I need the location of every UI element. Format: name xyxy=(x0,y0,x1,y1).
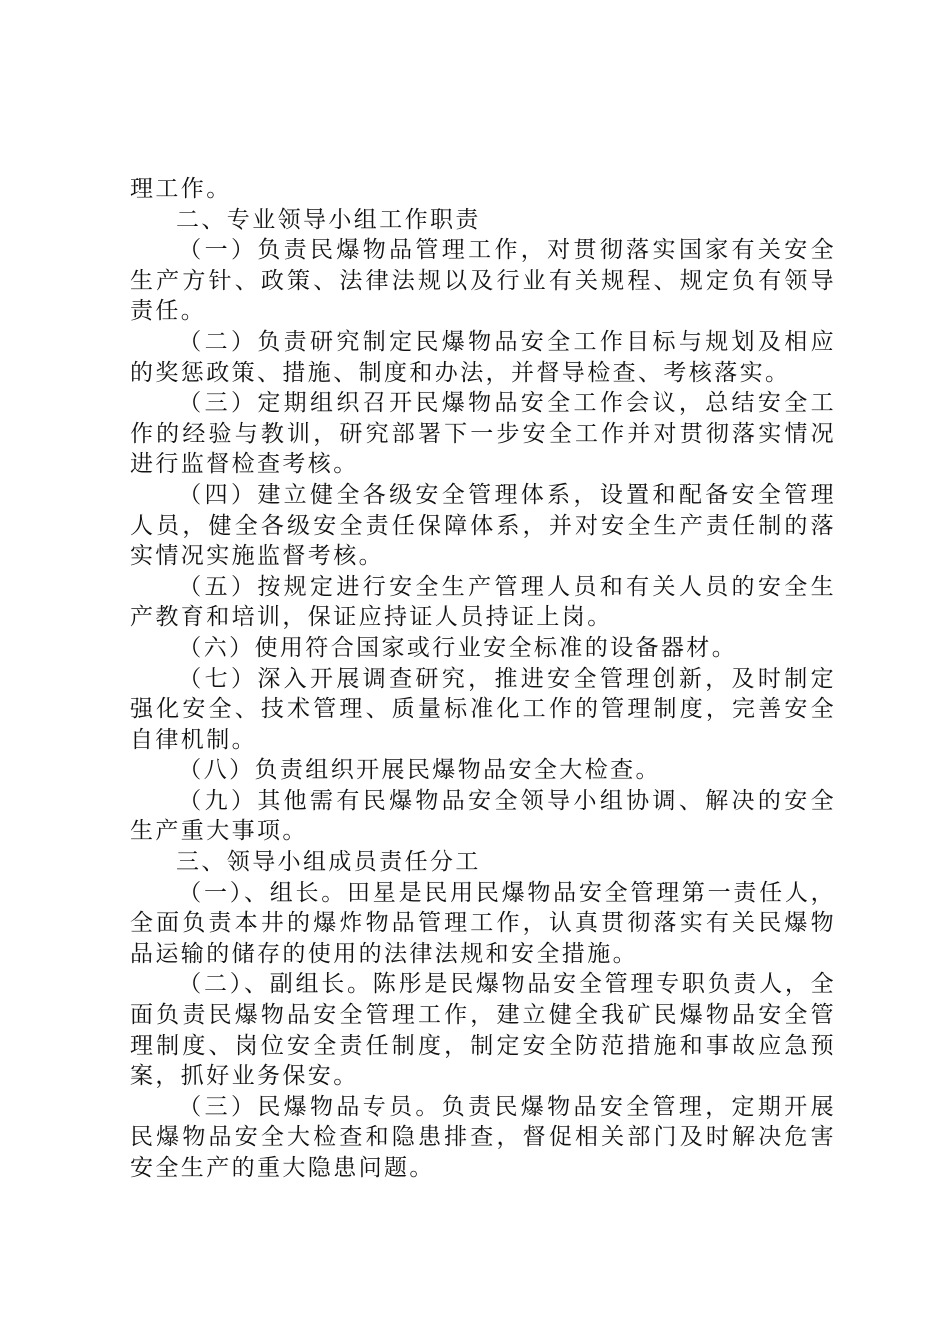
paragraph-duty-4: （四）建立健全各级安全管理体系，设置和配备安全管理人员，健全各级安全责任保障体系，并对安全生产责任制的落实情况实施监督考核。 xyxy=(130,481,836,570)
paragraph-duty-7: （七）深入开展调查研究，推进安全管理创新，及时制定强化安全、技术管理、质量标准化工作的管理制度，完善安全自律机制。 xyxy=(130,665,836,753)
paragraph-duty-6: （六）使用符合国家或行业安全标准的设备器材。 xyxy=(178,634,738,661)
paragraph-duty-8: （八）负责组织开展民爆物品安全大检查。 xyxy=(178,757,661,784)
paragraph-duty-9: （九）其他需有民爆物品安全领导小组协调、解决的安全生产重大事项。 xyxy=(130,787,836,845)
paragraph-role-deputy: （二）、副组长。陈彤是民爆物品安全管理专职负责人，全面负责民爆物品安全管理工作，建立健全我矿民爆物品安全管理制度、岗位安全责任制度，制定安全防范措施和事故应急预案，抓好业务保安。 xyxy=(130,971,836,1090)
paragraph-duty-2: （二）负责研究制定民爆物品安全工作目标与规划及相应的奖惩政策、措施、制度和办法，并督导检查、考核落实。 xyxy=(130,328,836,386)
paragraph-duty-1: （一）负责民爆物品管理工作，对贯彻落实国家有关安全生产方针、政策、法律法规以及行业有关规程、规定负有领导责任。 xyxy=(130,237,836,325)
paragraph-continuation: 理工作。 xyxy=(130,176,232,202)
paragraph-role-specialist: （三）民爆物品专员。负责民爆物品安全管理，定期开展民爆物品安全大检查和隐患排查，督促相关部门及时解决危害安全生产的重大隐患问题。 xyxy=(130,1093,836,1181)
document-body xyxy=(130,174,836,1184)
paragraph-duty-3: （三）定期组织召开民爆物品安全工作会议，总结安全工作的经验与教训，研究部署下一步安全工作并对贯彻落实情况进行监督检查考核。 xyxy=(130,390,836,478)
section-heading-3: 三、领导小组成员责任分工 xyxy=(176,849,481,876)
section-heading-2: 二、专业领导小组工作职责 xyxy=(176,206,481,233)
paragraph-duty-5: （五）按规定进行安全生产管理人员和有关人员的安全生产教育和培训，保证应持证人员持证上岗。 xyxy=(130,573,836,631)
paragraph-role-leader: （一）、组长。田星是民用民爆物品安全管理第一责任人，全面负责本井的爆炸物品管理工作，认真贯彻落实有关民爆物品运输的储存的使用的法律法规和安全措施。 xyxy=(130,879,836,967)
